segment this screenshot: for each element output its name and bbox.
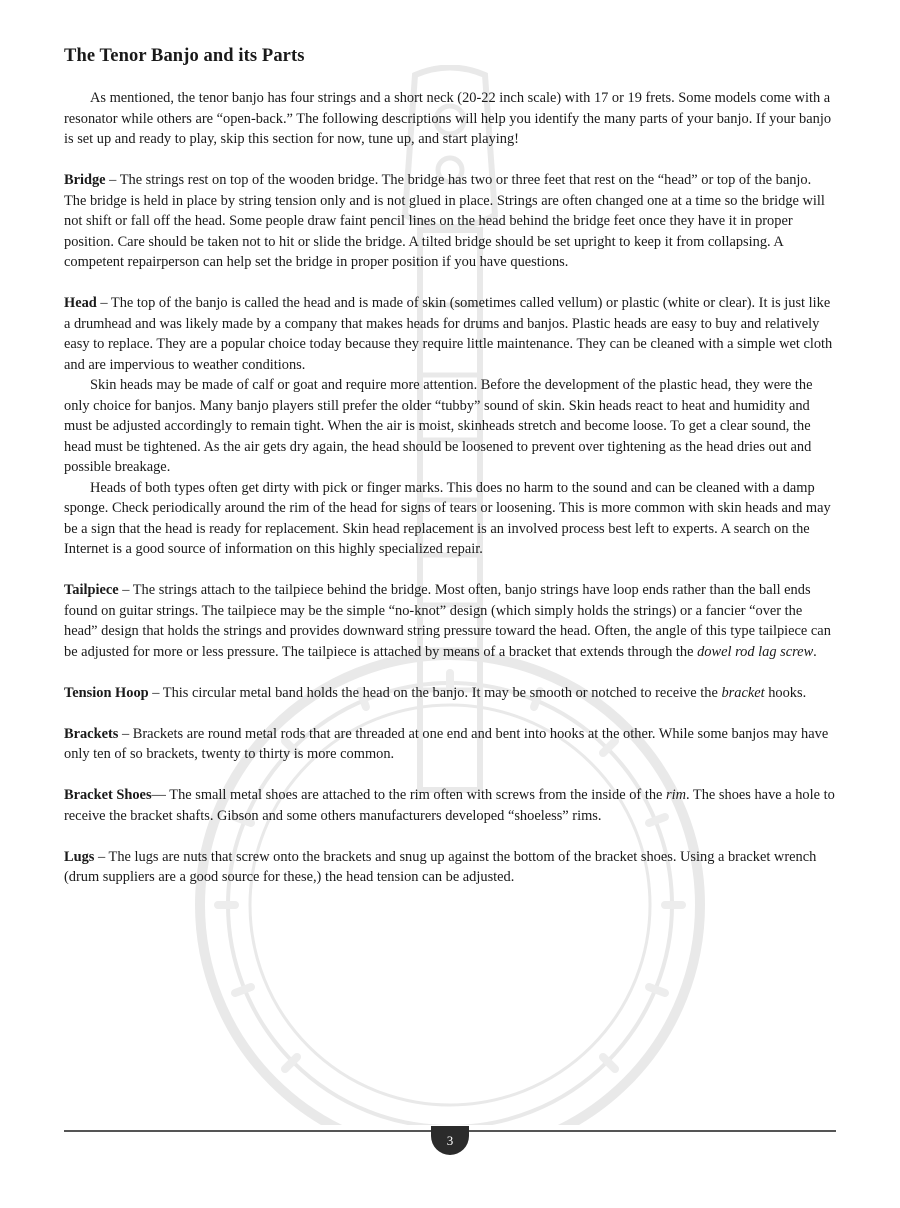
lugs-paragraph [64,847,836,888]
lugs-text: – The lugs are nuts that screw onto the brackets and snug up against the bottom of the bracket shoes. Using a bracket wrench (drum suppliers are a good source for these,) the head tension can be adjusted. [64,848,817,885]
intro-paragraph: As mentioned, the tenor banjo has four strings and a short neck (20-22 inch scale) with 17 or 19 frets. Some models come with a resonator while others are “open-back.” The following descriptions will help you identify the many parts of your banjo. If your banjo is set up and ready to play, skip this section for now, tune up, and start playing! [64,90,832,147]
intro-section [64,88,836,150]
bracket-shoes-end: . The shoes have a hole to receive the bracket shafts. Gibson and some others manufacturers developed “shoeless” rims. [64,787,835,824]
tension-hoop-term: Tension Hoop [64,684,149,701]
tension-hoop-end: hooks. [764,684,807,701]
tension-hoop-text: – This circular metal band holds the head on the banjo. It may be smooth or notched to receive the [148,684,722,701]
tailpiece-text: – The strings attach to the tailpiece behind the bridge. Most often, banjo strings have loop ends rather than the ball ends found on guitar strings. The tailpiece may be the simple “no-knot” design (which simply holds the strings) or a fancier “over the head” design that holds the strings and provides downward string pressure toward the head. Often, the angle of this type tailpiece can be adjusted for more or less pressure. The tailpiece is attached by means of a bracket that extends through the [64,582,831,660]
page-number: 3 [431,1126,469,1155]
brackets-term: Brackets [64,725,119,742]
brackets-section [64,724,836,765]
tension-hoop-italic: bracket [721,684,765,701]
bracket-shoes-section [64,785,836,826]
page-title: The Tenor Banjo and its Parts [64,46,305,66]
brackets-paragraph [64,724,836,765]
bracket-shoes-text: — The small metal shoes are attached to the rim often with screws from the inside of the [151,787,666,803]
tailpiece-italic: dowel rod lag screw [697,643,814,660]
bridge-term: Bridge [64,172,106,188]
lugs-section [64,847,836,888]
bracket-shoes-paragraph [64,785,836,826]
tailpiece-end: . [813,643,817,660]
head-text: – The top of the banjo is called the head and is made of skin (sometimes called vellum) or plastic (white or clear). It is just like a drumhead and was likely made by a company that makes heads for drums and banjos. Plastic heads are easy to buy and relatively easy to replace. They are a popular choice today because they require little maintenance. They can be cleaned with a simple wet cloth and are impervious to weather conditions. [64,295,833,373]
brackets-text: – Brackets are round metal rods that are threaded at one end and bent into hooks at the other. While some banjos may have only ten of so brackets, twenty to thirty is more common. [64,725,829,762]
bracket-shoes-italic: rim [666,787,686,803]
bridge-paragraph [64,170,836,273]
head-term: Head [64,295,97,311]
tension-hoop-section [64,683,836,704]
lugs-term: Lugs [64,848,95,865]
head-paragraph-2: Skin heads may be made of calf or goat and require more attention. Before the development of the plastic head, they were the only choice for banjos. Many banjo players still prefer the older “tubby” sound of skin. Skin heads react to heat and humidity and must be adjusted accordingly to remain tight. When the air is moist, skinheads stretch and become loose. To get a clear sound, the head must be tightened. As the air gets dry again, the head should be loosened to prevent over tightening as the head dries out and possible breakage. [64,377,813,475]
bracket-shoes-term: Bracket Shoes [64,787,152,803]
head-paragraph [64,293,836,375]
bridge-section [64,170,836,273]
page-content [64,46,836,908]
head-section [64,293,836,560]
bridge-text: – The strings rest on top of the wooden bridge. The bridge has two or three feet that rest on the “head” or top of the banjo. The bridge is held in place by string tension only and is not glued in place. Strings are often changed one at a time so the bridge will not shift or fall off the head. Some people draw faint pencil lines on the head behind the bridge feet once they have it in proper position. Care should be taken not to hit or slide the bridge. A tilted bridge should be set upright to keep it from collapsing. A competent repairperson can help set the bridge in proper position if you have questions. [64,172,825,270]
tailpiece-section [64,580,836,662]
tailpiece-term: Tailpiece [64,582,119,598]
head-paragraph-3: Heads of both types often get dirty with pick or finger marks. This does no harm to the sound and can be cleaned with a damp sponge. Check periodically around the rim of the head for signs of tears or loosening. This is more common with skin heads and may be a sign that the head is ready for replacement. Skin head replacement is an involved process best left to experts. A search on the Internet is a good source of information on this highly specialized repair. [64,479,831,557]
tension-hoop-paragraph [64,683,836,704]
tailpiece-paragraph [64,580,836,662]
